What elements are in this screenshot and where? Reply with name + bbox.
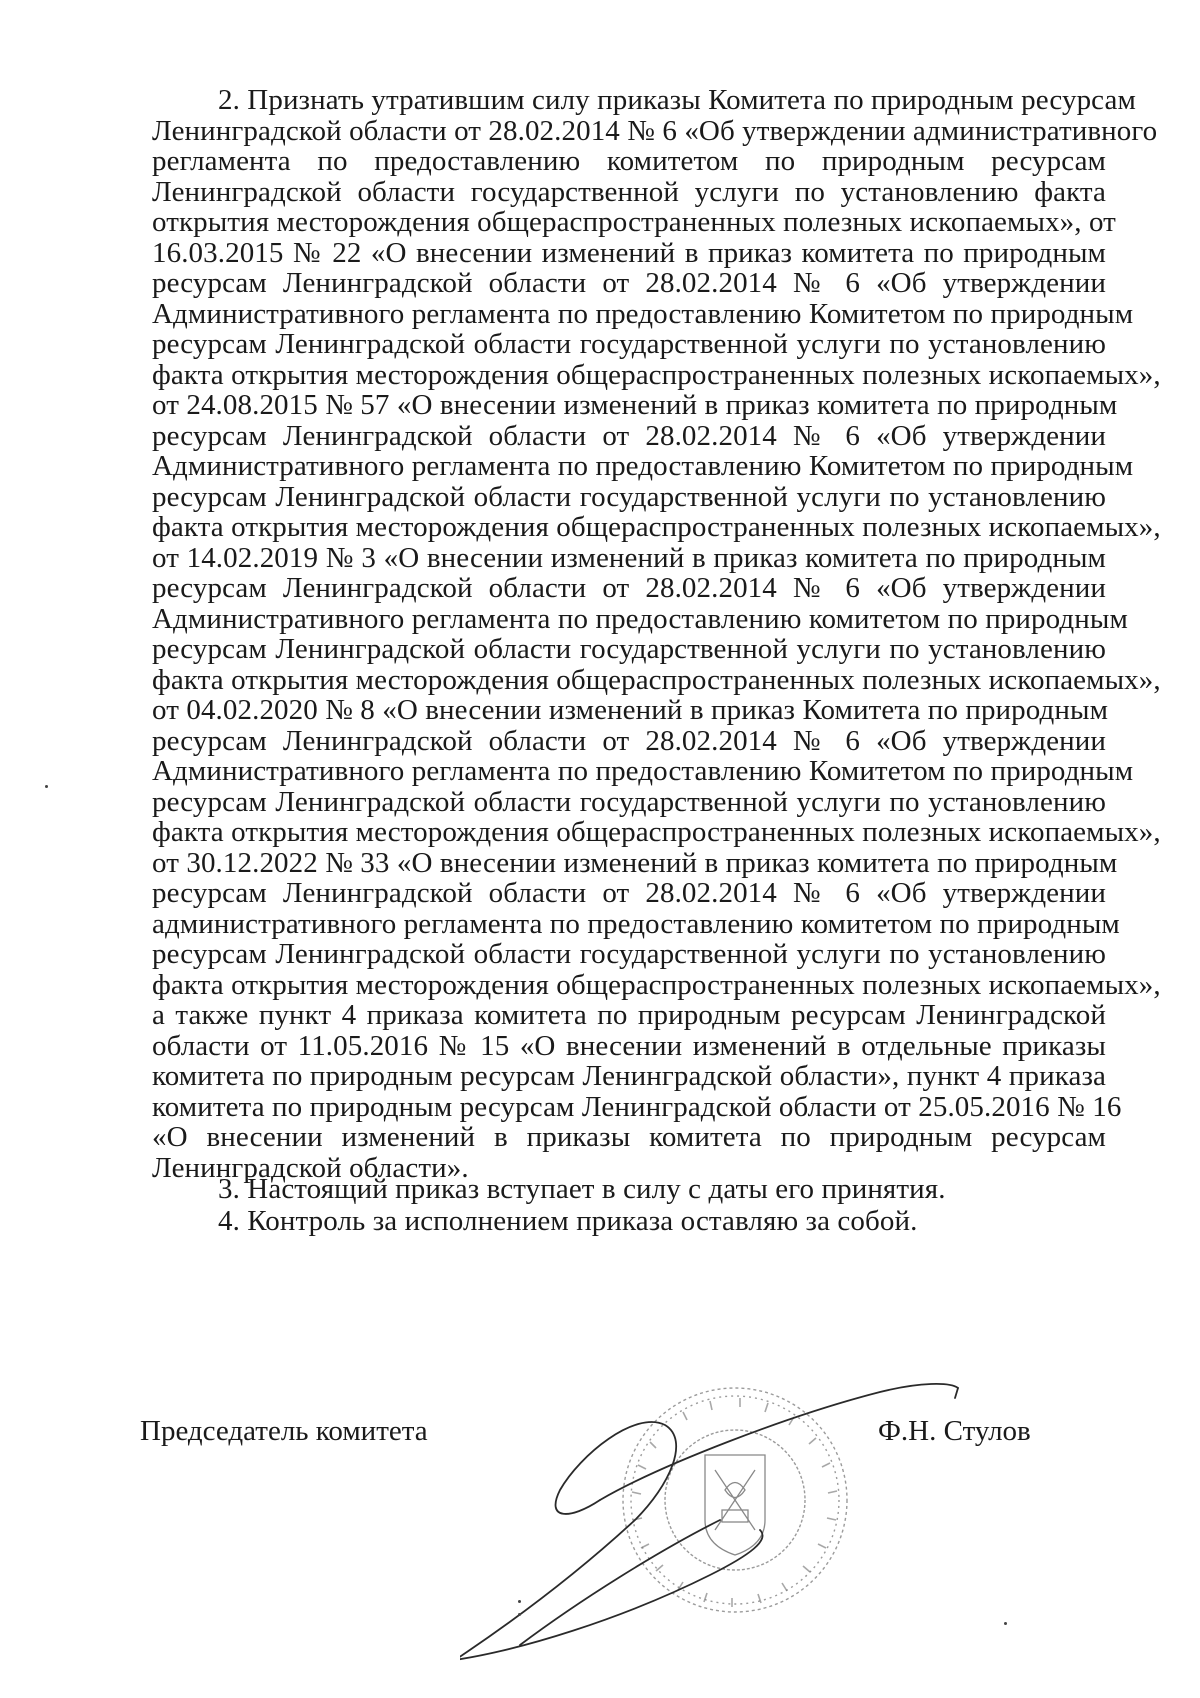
paragraph-2-line: комитета по природным ресурсам Ленинградской области», пункт 4 приказа [152, 1060, 1106, 1092]
paragraph-2-line: ресурсам Ленинградской области от 28.02.2014 № 6 «Об утверждении [152, 419, 1106, 452]
paragraph-2-line: от 24.08.2015 № 57 «О внесении изменений в приказ комитета по природным [152, 389, 1118, 421]
paragraph-2-line: а также пункт 4 приказа комитета по природным ресурсам Ленинградской [152, 999, 1106, 1031]
paragraph-2-line: факта открытия месторождения общераспространенных полезных ископаемых», [152, 511, 1161, 543]
paragraph-2-line: ресурсам Ленинградской области от 28.02.2014 № 6 «Об утверждении [152, 572, 1106, 604]
signatory-position: Председатель комитета [140, 1415, 428, 1447]
paragraph-2-line: области от 11.05.2016 № 15 «О внесении изменений в отдельные приказы [152, 1029, 1106, 1062]
paragraph-2-line: Ленинградской области». [152, 1151, 469, 1184]
paragraph-2-line: факта открытия месторождения общераспространенных полезных ископаемых», [152, 663, 1161, 696]
paragraph-2-line: ресурсам Ленинградской области государственной услуги по установлению [152, 328, 1106, 360]
paragraph-2-line: от 04.02.2020 № 8 «О внесении изменений в приказ Комитета по природным [152, 694, 1109, 726]
paragraph-2-line: регламента по предоставлению комитетом по природным ресурсам [152, 145, 1106, 177]
paragraph-2-line: факта открытия месторождения общераспространенных полезных ископаемых», [152, 816, 1161, 848]
paragraph-2-line: Административного регламента по предоставлению комитетом по природным [152, 602, 1128, 635]
paragraph-2-line: Ленинградской области государственной услуги по установлению факта [152, 175, 1106, 208]
paragraph-2-line: 16.03.2015 № 22 «О внесении изменений в приказ комитета по природным [152, 236, 1106, 269]
paragraph-2-line: ресурсам Ленинградской области от 28.02.2014 № 6 «Об утверждении [152, 877, 1106, 909]
paragraph-2-line: ресурсам Ленинградской области государственной услуги по установлению [152, 938, 1106, 970]
paragraph-2-line: «О внесении изменений в приказы комитета по природным ресурсам [152, 1121, 1106, 1153]
paragraph-2-line: ресурсам Ленинградской области государственной услуги по установлению [152, 633, 1106, 665]
handwritten-signature [460, 1384, 958, 1660]
paragraph-2-line: Административного регламента по предоставлению Комитетом по природным [152, 755, 1134, 787]
paragraph-2-line: от 30.12.2022 № 33 «О внесении изменений в приказ комитета по природным [152, 846, 1118, 879]
paragraph-2-line: от 14.02.2019 № 3 «О внесении изменений в приказ комитета по природным [152, 541, 1106, 574]
paragraph-2-line: ресурсам Ленинградской области государственной услуги по установлению [152, 785, 1106, 818]
paragraph-3: 3. Настоящий приказ вступает в силу с даты его принятия. [218, 1173, 946, 1205]
paragraph-4: 4. Контроль за исполнением приказа оставляю за собой. [218, 1205, 918, 1237]
paragraph-2-line: открытия месторождения общераспространенных полезных ископаемых», от [152, 206, 1116, 238]
paragraph-2-line: Ленинградской области от 28.02.2014 № 6 «Об утверждении административного [152, 114, 1158, 147]
seal-and-signature [460, 1370, 1060, 1670]
paragraph-2-line: ресурсам Ленинградской области государственной услуги по установлению [152, 480, 1106, 513]
paragraph-2-line: Административного регламента по предоставлению Комитетом по природным [152, 297, 1134, 330]
paragraph-2-line: 2. Признать утратившим силу приказы Комитета по природным ресурсам [218, 84, 1136, 116]
paragraph-2-line: ресурсам Ленинградской области от 28.02.2014 № 6 «Об утверждении [152, 267, 1106, 299]
paragraph-2-line: ресурсам Ленинградской области от 28.02.2014 № 6 «Об утверждении [152, 724, 1106, 757]
paragraph-2-line: Административного регламента по предоставлению Комитетом по природным [152, 450, 1134, 482]
signatory-name: Ф.Н. Стулов [878, 1415, 1031, 1447]
paragraph-2-line: факта открытия месторождения общераспространенных полезных ископаемых», [152, 968, 1161, 1001]
paragraph-2-line: факта открытия месторождения общераспространенных полезных ископаемых», [152, 358, 1161, 391]
official-seal-stamp [460, 1370, 1060, 1670]
paragraph-2-line: комитета по природным ресурсам Ленинградской области от 25.05.2016 № 16 [152, 1090, 1122, 1123]
paragraph-2-line: административного регламента по предоставлению комитетом по природным [152, 907, 1120, 940]
